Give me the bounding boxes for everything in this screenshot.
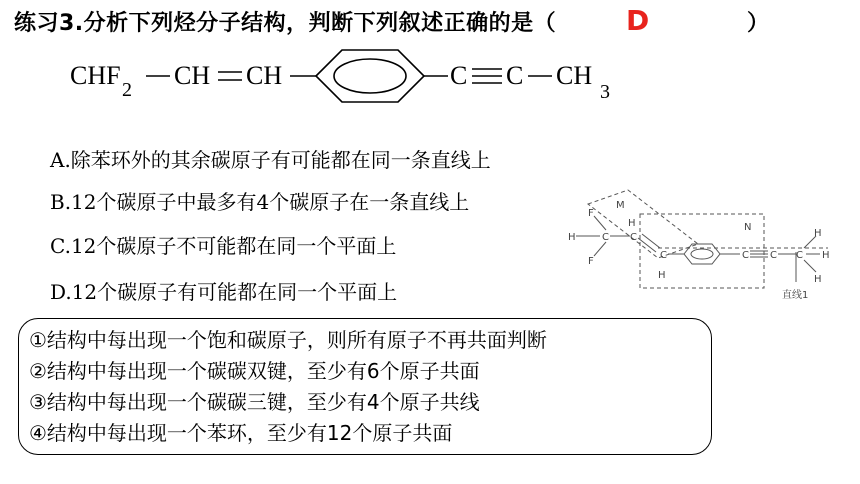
bond-cf-top <box>594 216 606 230</box>
molecule-plane-diagram <box>558 186 848 306</box>
question-title: 练习3.分析下列烃分子结构，判断下列叙述正确的是（ <box>14 11 557 36</box>
bond-double-2 <box>642 234 660 248</box>
formula-ch3: CH <box>556 61 593 90</box>
rule-1: ①结构中每出现一个饱和碳原子，则所有原子不再共面判断 <box>29 328 547 352</box>
option-b: B.12个碳原子中最多有4个碳原子在一条直线上 <box>50 190 470 214</box>
atom-c-1: C <box>602 232 609 243</box>
formula-c-1: C <box>450 61 468 90</box>
benzene-ring <box>316 50 424 102</box>
atom-h-5: H <box>822 250 830 261</box>
label-m: M <box>616 200 625 211</box>
benzene-inner-circle <box>334 59 406 93</box>
formula-ch-2: CH <box>246 61 283 90</box>
option-c: C.12个碳原子不可能都在同一个平面上 <box>50 234 397 258</box>
atom-h-6: H <box>814 274 822 285</box>
formula-chf2: CHF <box>70 61 121 90</box>
atom-f-top: F <box>588 208 594 219</box>
bond-double-1 <box>638 238 656 252</box>
bond-h-2 <box>804 260 816 272</box>
structural-formula <box>60 44 660 114</box>
rule-2: ②结构中每出现一个碳碳双键，至少有6个原子共面 <box>29 359 480 383</box>
rules-box <box>18 318 712 455</box>
diagram-benzene-circle <box>691 249 713 259</box>
rule-4: ④结构中每出现一个苯环，至少有12个原子共面 <box>29 421 453 445</box>
atom-f-bottom: F <box>588 256 594 267</box>
atom-h-3: H <box>658 270 666 281</box>
atom-c-2: C <box>630 232 637 243</box>
atom-c-6: C <box>796 250 803 261</box>
formula-chf2-sub: 2 <box>122 79 132 101</box>
answer-mark: D <box>626 4 650 37</box>
label-n: N <box>744 222 752 233</box>
formula-ch-1: CH <box>174 61 211 90</box>
atom-h-left: H <box>568 232 576 243</box>
atom-h-2: H <box>628 218 636 229</box>
atom-c-4: C <box>742 250 749 261</box>
option-d: D.12个碳原子有可能都在同一个平面上 <box>50 280 398 304</box>
atom-c-5: C <box>770 250 777 261</box>
option-a: A.除苯环外的其余碳原子有可能都在同一条直线上 <box>50 148 491 172</box>
diagram-benzene <box>684 244 720 264</box>
close-paren: ） <box>747 11 770 36</box>
rule-3: ③结构中每出现一个碳碳三键，至少有4个原子共线 <box>29 390 480 414</box>
formula-ch3-sub: 3 <box>600 81 610 103</box>
label-line-1: 直线1 <box>782 290 809 301</box>
bond-cf-bottom <box>594 242 606 256</box>
atom-h-4: H <box>814 228 822 239</box>
formula-c-2: C <box>506 61 524 90</box>
atom-c-3: C <box>660 250 667 261</box>
